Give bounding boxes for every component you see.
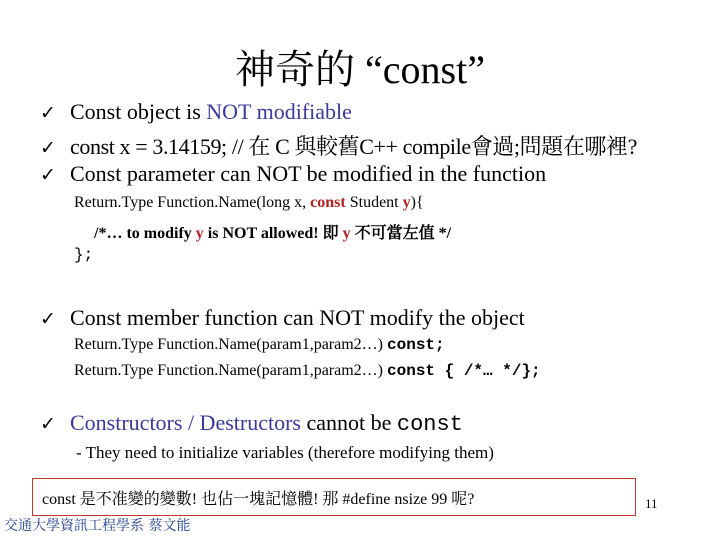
bullet-2 xyxy=(40,130,637,161)
code-comment: is NOT allowed! 即 xyxy=(203,225,343,242)
member-func-line-2 xyxy=(74,362,541,380)
code-text: Return.Type Function.Name(param1,param2…) xyxy=(74,336,388,353)
bullet-3-text: Const parameter can NOT be modified in the function xyxy=(70,161,547,186)
bullet-4 xyxy=(40,305,525,331)
bullet-4-text: Const member function can NOT modify the object xyxy=(70,305,525,330)
bullet-5-highlight: Constructors / Destructors xyxy=(70,410,301,435)
member-func-line-1 xyxy=(74,336,445,354)
sub-bullet: - They need to initialize variables (therefore modifying them) xyxy=(76,443,494,462)
bullet-3 xyxy=(40,161,546,187)
checkmark-icon: ✓ xyxy=(40,164,56,186)
param-y: y xyxy=(402,194,411,211)
param-y: y xyxy=(195,225,204,242)
code-text: Return.Type Function.Name(param1,param2…) xyxy=(74,362,388,379)
code-text: ){ xyxy=(410,194,424,211)
code-line-2 xyxy=(94,220,451,243)
const-keyword: const xyxy=(310,194,346,211)
code-comment: /*… to modify xyxy=(94,225,196,242)
note-text: const 是不准變的變數! 也佔一塊記憶體! 那 #define nsize 99 呢? xyxy=(42,491,475,508)
bullet-1-highlight: NOT modifiable xyxy=(206,99,352,124)
const-keyword: const xyxy=(396,412,463,437)
code-text: Student xyxy=(345,194,403,211)
bullet-5-text: cannot be xyxy=(300,410,397,435)
page-number: 11 xyxy=(645,496,658,511)
param-y: y xyxy=(342,225,351,242)
code-comment: 不可當左值 */ xyxy=(350,225,452,242)
bullet-5 xyxy=(40,410,463,437)
const-keyword: const; xyxy=(387,336,445,354)
bullet-1-text: Const object is xyxy=(70,99,207,124)
code-line-3: }; xyxy=(74,246,94,264)
checkmark-icon: ✓ xyxy=(40,308,56,330)
checkmark-icon: ✓ xyxy=(40,137,56,159)
checkmark-icon: ✓ xyxy=(40,413,56,435)
bullet-2-text: const x = 3.14159; // 在 C 與較舊C++ compile會過;問題在哪裡? xyxy=(70,134,637,159)
slide-title: 神奇的 “const” xyxy=(235,47,485,92)
footer-credit: 交通大學資訊工程學系 蔡文能 xyxy=(4,518,191,534)
checkmark-icon: ✓ xyxy=(40,102,56,124)
code-text: Return.Type Function.Name(long x, xyxy=(74,194,311,211)
code-line-1 xyxy=(74,194,424,212)
bullet-1 xyxy=(40,99,352,125)
const-keyword: const { /*… */}; xyxy=(387,362,541,380)
